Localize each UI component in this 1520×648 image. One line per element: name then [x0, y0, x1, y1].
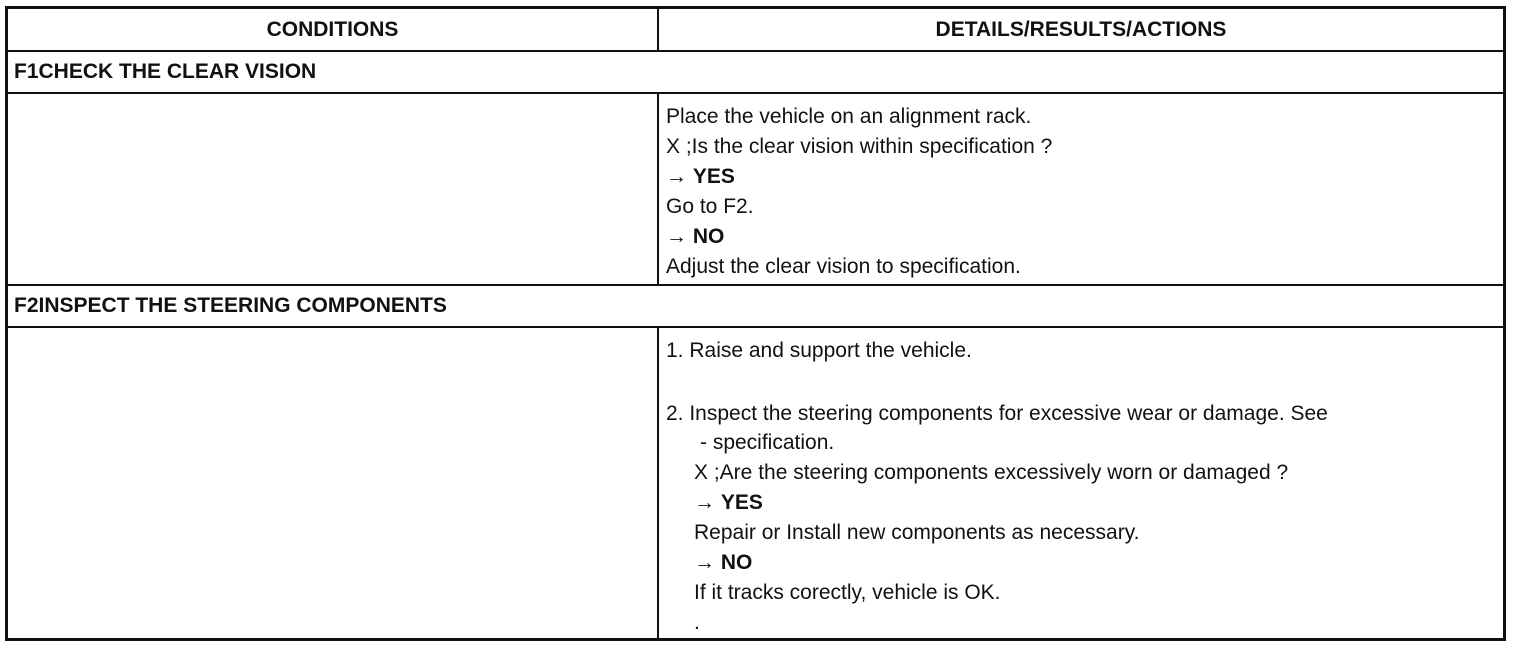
f2-no-label: NO [720, 551, 753, 574]
arrow-icon: → [694, 551, 721, 574]
f2-no-action-line: If it tracks corectly, vehicle is OK. [694, 581, 1001, 604]
f1-no-line [666, 225, 724, 249]
step-f2-body [8, 328, 1503, 638]
f2-yes-label: YES [720, 491, 763, 514]
f2-no-line [694, 551, 752, 575]
f2-question-line: X ;Are the steering components excessively worn or damaged ? [694, 461, 1289, 484]
f2-yes-action-line: Repair or Install new components as necessary. [694, 521, 1140, 544]
f1-yes-action-line: Go to F2. [666, 195, 754, 218]
conditions-column-header: CONDITIONS [8, 9, 659, 50]
f2-yes-line [694, 491, 763, 515]
f2-step-2-line: 2. Inspect the steering components for excessive wear or damage. See [666, 402, 1328, 425]
f2-trailing-dot: . [694, 611, 700, 634]
arrow-icon: → [666, 225, 693, 248]
step-f1-body [8, 94, 1503, 286]
step-f2-title: F2INSPECT THE STEERING COMPONENTS [8, 286, 1503, 328]
table-header-row [8, 9, 1503, 52]
f1-instruction-line: Place the vehicle on an alignment rack. [666, 105, 1032, 128]
step-f1-details-cell [659, 94, 1503, 284]
f1-yes-label: YES [692, 165, 735, 188]
details-column-header: DETAILS/RESULTS/ACTIONS [935, 17, 1227, 41]
arrow-icon: → [694, 491, 721, 514]
step-f1-title: F1CHECK THE CLEAR VISION [8, 52, 1503, 94]
f1-no-label: NO [692, 225, 725, 248]
step-f2-conditions-cell [8, 328, 659, 638]
f1-yes-line [666, 165, 735, 189]
step-f1-conditions-cell [8, 94, 659, 284]
step-f2-details-cell [659, 328, 1503, 638]
f2-step-1-line: 1. Raise and support the vehicle. [666, 339, 972, 362]
f1-question-line: X ;Is the clear vision within specification ? [666, 135, 1053, 158]
f2-spec-line: - specification. [700, 431, 835, 454]
arrow-icon: → [666, 165, 693, 188]
diagnostic-table [5, 6, 1506, 641]
f1-no-action-line: Adjust the clear vision to specification. [666, 255, 1021, 278]
